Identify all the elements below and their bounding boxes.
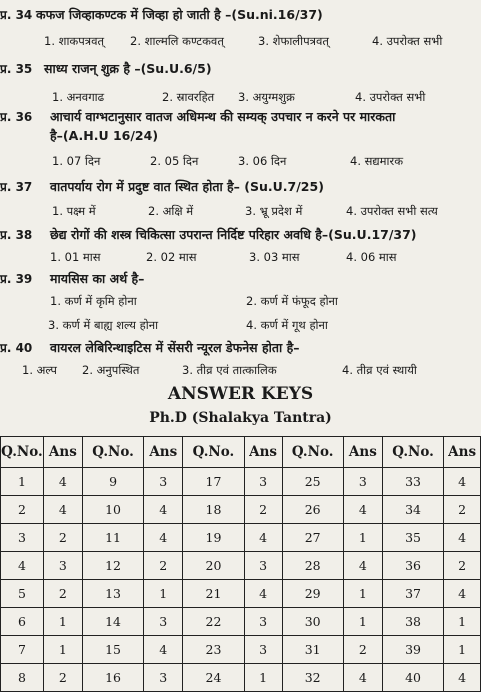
option-2: 2. 05 दिन — [150, 154, 199, 168]
cell-qno: 29 — [282, 580, 343, 608]
option-1: 1. अल्प — [22, 363, 57, 377]
cell-ans: 4 — [144, 524, 183, 552]
cell-qno: 31 — [282, 636, 343, 664]
cell-qno: 16 — [82, 664, 143, 692]
cell-ans: 4 — [43, 468, 82, 496]
cell-ans: 4 — [43, 496, 82, 524]
cell-ans: 2 — [244, 496, 282, 524]
option-2: 2. स्रावरहित — [162, 90, 215, 104]
question-number: प्र. 38 — [0, 228, 33, 242]
cell-ans: 3 — [144, 664, 183, 692]
cell-ans: 3 — [144, 608, 183, 636]
question-number: प्र. 36 — [0, 110, 33, 124]
cell-qno: 9 — [82, 468, 143, 496]
header-qno: Q.No. — [382, 437, 443, 468]
cell-qno: 8 — [1, 664, 44, 692]
answer-keys-title: ANSWER KEYS — [167, 384, 314, 404]
cell-ans: 1 — [244, 664, 282, 692]
option-4: 4. तीव्र एवं स्थायी — [342, 363, 417, 377]
cell-qno: 25 — [282, 468, 343, 496]
cell-qno: 37 — [382, 580, 443, 608]
cell-ans: 4 — [244, 580, 282, 608]
cell-ans: 4 — [244, 524, 282, 552]
cell-qno: 10 — [82, 496, 143, 524]
option-2: 2. कर्ण में फंफूद होना — [246, 294, 338, 308]
header-ans: Ans — [343, 437, 382, 468]
question-text: वातपर्याय रोग में प्रदुष्ट वात स्थित होता है– (Su.U.7/25) — [50, 179, 324, 194]
question-text: छेद्य रोगों की शस्त्र चिकित्सा उपरान्त निर्दिष्ट परिहार अवधि है–(Su.U.17/37) — [50, 227, 417, 242]
question-number: प्र. 37 — [0, 180, 33, 194]
cell-ans: 2 — [444, 496, 481, 524]
cell-ans: 4 — [444, 580, 481, 608]
cell-qno: 23 — [183, 636, 244, 664]
cell-qno: 32 — [282, 664, 343, 692]
cell-qno: 12 — [82, 552, 143, 580]
option-4: 4. 06 मास — [346, 250, 397, 264]
cell-qno: 1 — [1, 468, 44, 496]
cell-ans: 1 — [43, 636, 82, 664]
header-ans: Ans — [43, 437, 82, 468]
cell-ans: 3 — [43, 552, 82, 580]
option-4: 4. उपरोक्त सभी — [355, 90, 426, 104]
question-number: प्र. 35 — [0, 62, 33, 76]
cell-ans: 2 — [43, 580, 82, 608]
header-qno: Q.No. — [82, 437, 143, 468]
cell-ans: 2 — [43, 524, 82, 552]
table-header-row — [1, 437, 481, 468]
option-4: 4. कर्ण में गूथ होना — [246, 318, 328, 332]
cell-qno: 21 — [183, 580, 244, 608]
cell-qno: 27 — [282, 524, 343, 552]
option-3: 3. शेफालीपत्रवत् — [258, 34, 329, 48]
cell-qno: 19 — [183, 524, 244, 552]
cell-ans: 3 — [244, 468, 282, 496]
option-2: 2. शाल्मलि कण्टकवत् — [130, 34, 224, 48]
cell-ans: 1 — [444, 608, 481, 636]
header-ans: Ans — [144, 437, 183, 468]
cell-qno: 22 — [183, 608, 244, 636]
question-text: वायरल लेबिरिन्थाइटिस में सेंसरी न्यूरल डेफनेस होता है– — [50, 340, 300, 355]
cell-qno: 18 — [183, 496, 244, 524]
cell-qno: 3 — [1, 524, 44, 552]
header-qno: Q.No. — [183, 437, 244, 468]
cell-ans: 4 — [144, 496, 183, 524]
option-3: 3. कर्ण में बाह्य शल्य होना — [48, 318, 159, 332]
cell-ans: 1 — [43, 608, 82, 636]
cell-qno: 4 — [1, 552, 44, 580]
cell-qno: 17 — [183, 468, 244, 496]
answer-keys-subtitle: Ph.D (Shalakya Tantra) — [149, 410, 332, 426]
cell-qno: 13 — [82, 580, 143, 608]
table-row — [1, 664, 481, 692]
cell-ans: 4 — [343, 496, 382, 524]
cell-ans: 3 — [244, 636, 282, 664]
header-qno: Q.No. — [282, 437, 343, 468]
option-4: 4. उपरोक्त सभी — [372, 34, 443, 48]
cell-ans: 2 — [343, 636, 382, 664]
cell-ans: 3 — [244, 608, 282, 636]
cell-ans: 1 — [144, 580, 183, 608]
cell-ans: 2 — [144, 552, 183, 580]
option-1: 1. शाकपत्रवत् — [44, 34, 105, 48]
question-text: साध्य राजन् शुक्र है –(Su.U.6/5) — [44, 61, 212, 76]
question-number: प्र. 34 — [0, 8, 33, 22]
cell-ans: 1 — [444, 636, 481, 664]
cell-ans: 4 — [444, 664, 481, 692]
table-row — [1, 608, 481, 636]
cell-qno: 20 — [183, 552, 244, 580]
cell-qno: 36 — [382, 552, 443, 580]
question-text: मायसिस का अर्थ है– — [50, 271, 145, 286]
table-row — [1, 580, 481, 608]
header-ans: Ans — [244, 437, 282, 468]
option-1: 1. 01 मास — [50, 250, 101, 264]
table-row — [1, 496, 481, 524]
option-1: 1. 07 दिन — [52, 154, 101, 168]
cell-qno: 26 — [282, 496, 343, 524]
table-row — [1, 636, 481, 664]
option-3: 3. तीव्र एवं तात्कालिक — [182, 363, 277, 377]
cell-ans: 4 — [144, 636, 183, 664]
option-1: 1. कर्ण में कृमि होना — [50, 294, 137, 308]
cell-qno: 24 — [183, 664, 244, 692]
option-2: 2. अनुपस्थित — [82, 363, 140, 377]
header-ans: Ans — [444, 437, 481, 468]
cell-qno: 11 — [82, 524, 143, 552]
cell-qno: 5 — [1, 580, 44, 608]
table-row — [1, 524, 481, 552]
option-3: 3. 03 मास — [249, 250, 300, 264]
option-2: 2. अक्षि में — [148, 204, 194, 218]
option-1: 1. पक्ष्म में — [52, 204, 96, 218]
cell-ans: 3 — [244, 552, 282, 580]
question-number: प्र. 39 — [0, 272, 33, 286]
question-text-continued: है–(A.H.U 16/24) — [50, 128, 159, 143]
cell-qno: 35 — [382, 524, 443, 552]
table-row — [1, 468, 481, 496]
cell-ans: 4 — [343, 664, 382, 692]
table-row — [1, 552, 481, 580]
option-3: 3. 06 दिन — [238, 154, 287, 168]
option-2: 2. 02 मास — [146, 250, 197, 264]
header-qno: Q.No. — [1, 437, 44, 468]
cell-ans: 2 — [444, 552, 481, 580]
cell-qno: 14 — [82, 608, 143, 636]
cell-qno: 15 — [82, 636, 143, 664]
cell-ans: 1 — [343, 524, 382, 552]
question-text: कफज जिव्हाकण्टक में जिव्हा हो जाती है –(Su.ni.16/37) — [36, 7, 323, 22]
cell-ans: 3 — [144, 468, 183, 496]
cell-qno: 33 — [382, 468, 443, 496]
cell-qno: 6 — [1, 608, 44, 636]
cell-qno: 40 — [382, 664, 443, 692]
cell-ans: 1 — [343, 580, 382, 608]
cell-ans: 3 — [343, 468, 382, 496]
cell-ans: 4 — [444, 468, 481, 496]
cell-qno: 34 — [382, 496, 443, 524]
cell-qno: 30 — [282, 608, 343, 636]
question-number: प्र. 40 — [0, 341, 33, 355]
option-3: 3. भ्रू प्रदेश में — [245, 204, 303, 218]
option-4: 4. सद्यमारक — [350, 154, 404, 168]
cell-ans: 2 — [43, 664, 82, 692]
cell-qno: 28 — [282, 552, 343, 580]
option-1: 1. अनवगाढ — [52, 90, 105, 104]
answer-key-table — [0, 436, 481, 692]
question-text: आचार्य वाग्भटानुसार वातज अधिमन्थ की सम्यक् उपचार न करने पर मारकता — [50, 109, 396, 124]
cell-ans: 4 — [444, 524, 481, 552]
cell-ans: 1 — [343, 608, 382, 636]
cell-ans: 4 — [343, 552, 382, 580]
cell-qno: 39 — [382, 636, 443, 664]
cell-qno: 7 — [1, 636, 44, 664]
cell-qno: 2 — [1, 496, 44, 524]
cell-qno: 38 — [382, 608, 443, 636]
option-4: 4. उपरोक्त सभी सत्य — [346, 204, 438, 218]
option-3: 3. अयुग्मशुक्र — [238, 90, 295, 104]
